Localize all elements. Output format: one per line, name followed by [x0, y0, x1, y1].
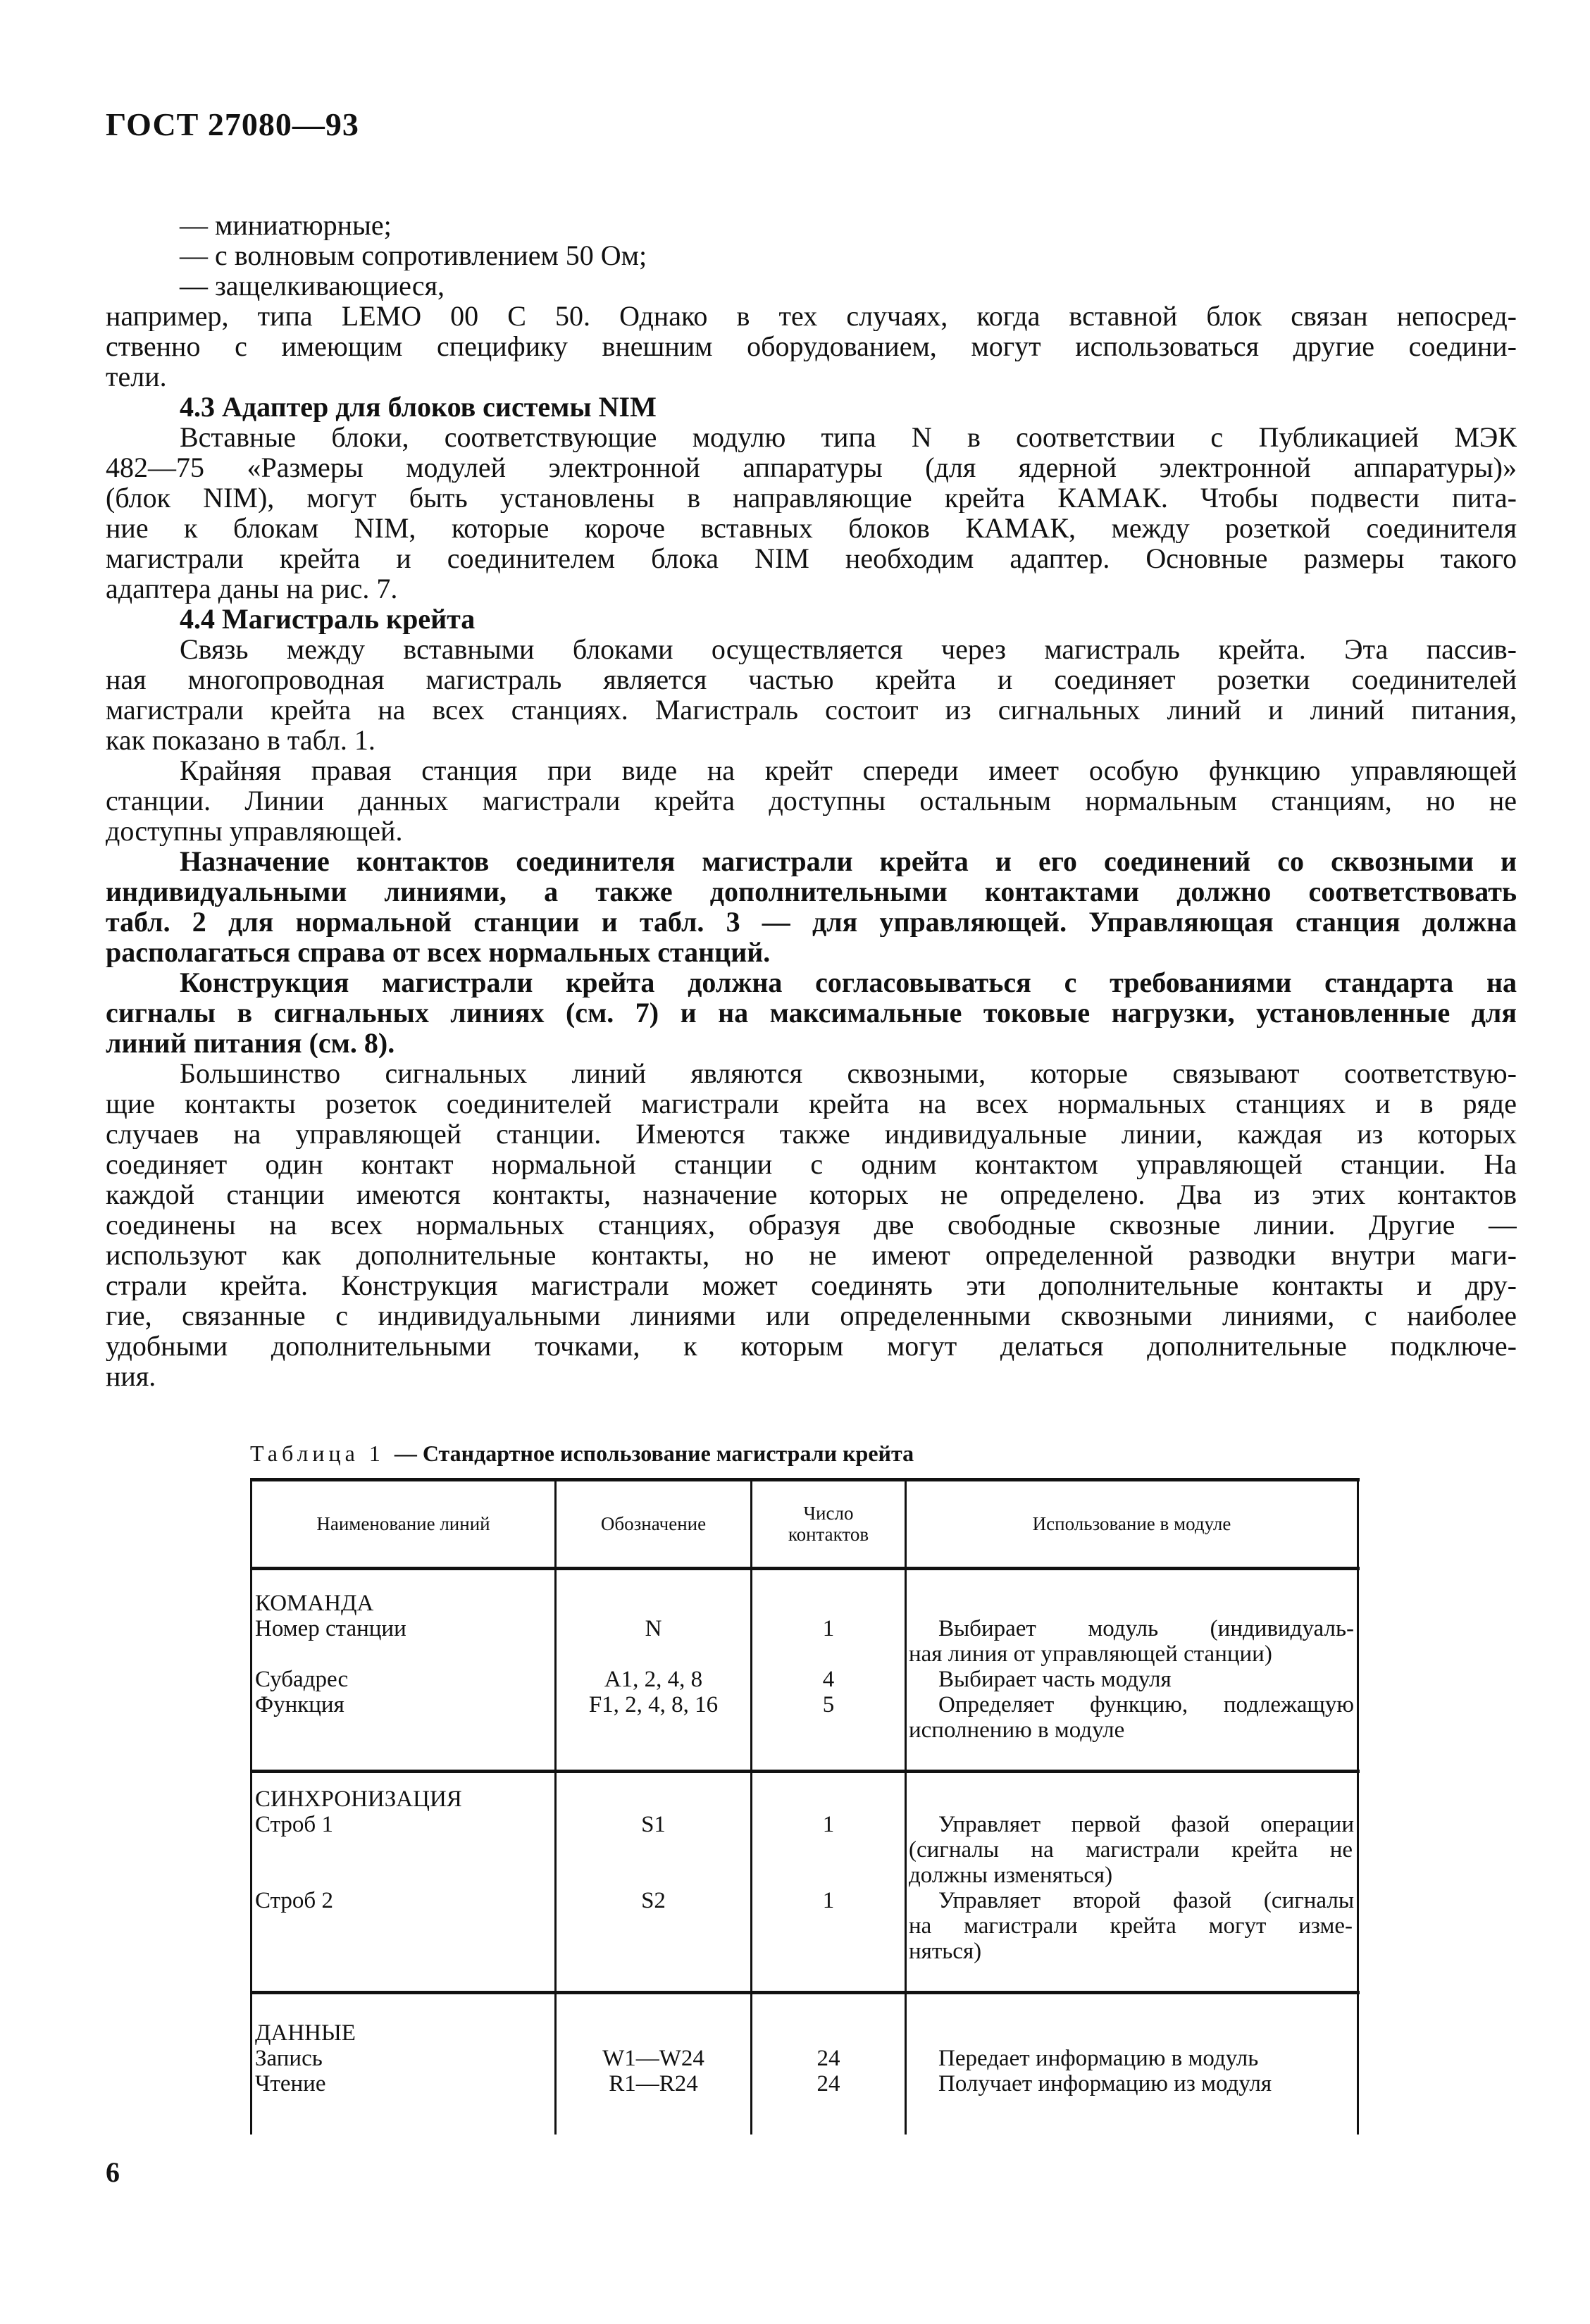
paragraph-line: табл. 2 для нормальной станции и табл. 3 — для управляющей. Управляющая станция должна — [106, 907, 1517, 937]
usage-cell-line: няться) — [909, 1939, 982, 1964]
paragraph-line: удобными дополнительными точками, к которым могут делаться дополнительные подключе- — [106, 1331, 1517, 1361]
usage-cell-line: ная линия от управляющей станции) — [909, 1641, 1272, 1667]
contacts-count-cell: 1 — [822, 1616, 835, 1641]
paragraph-line: используют как дополнительные контакты, но не имеют определенной разводки внутри маги- — [106, 1240, 1517, 1270]
line-name-cell: Субадрес — [255, 1667, 349, 1692]
list-item: — защелкивающиеся, — [180, 271, 445, 301]
usage-cell-line: Определяет функцию, подлежащую — [938, 1692, 1354, 1717]
list-item: — с волновым сопротивлением 50 Ом; — [180, 240, 647, 271]
paragraph-line: доступны управляющей. — [106, 816, 403, 846]
paragraph-line: линий питания (см. 8). — [106, 1028, 395, 1058]
document-body — [106, 210, 1517, 1391]
paragraph-line: располагаться справа от всех нормальных станций. — [106, 937, 771, 967]
column-divider — [554, 1479, 557, 2135]
header-contacts — [752, 1479, 905, 1568]
section-label: КОМАНДА — [255, 1591, 374, 1616]
header-usage — [907, 1479, 1357, 1568]
section-rule — [250, 1770, 1360, 1773]
header-designation — [557, 1479, 750, 1568]
contacts-count-cell: 24 — [816, 2046, 840, 2071]
paragraph-line: ние к блокам NIM, которые короче вставных блоков КАМАК, между розеткой соединителя — [106, 513, 1517, 543]
contacts-count-cell: 24 — [816, 2071, 840, 2096]
paragraph-line: индивидуальными линиями, а также дополнительными контактами должно соответствовать — [106, 876, 1517, 907]
designation-cell: W1—W24 — [602, 2046, 704, 2071]
header-name — [252, 1479, 554, 1568]
designation-cell: F1, 2, 4, 8, 16 — [588, 1692, 719, 1717]
header-contacts-label-2: контактов — [788, 1524, 869, 1545]
section-label: СИНХРОНИЗАЦИЯ — [255, 1787, 462, 1812]
paragraph-line: как показано в табл. 1. — [106, 725, 375, 755]
usage-cell-line: Управляет второй фазой (сигналы — [938, 1888, 1354, 1913]
usage-cell-line: Передает информацию в модуль — [938, 2046, 1259, 2071]
table-number: Таблица 1 — [250, 1441, 385, 1466]
section-heading: 4.3 Адаптер для блоков системы NIM — [180, 392, 657, 422]
paragraph-line: Большинство сигнальных линий являются сквозными, которые связывают соответствую- — [180, 1058, 1517, 1088]
document-header: ГОСТ 27080—93 — [106, 106, 359, 142]
paragraph-line: соединены на всех нормальных станциях, образуя две свободные сквозные линии. Другие — — [106, 1210, 1517, 1240]
table-border-right — [1357, 1479, 1359, 2135]
paragraph-line: соединяет один контакт нормальной станции с одним контактом управляющей станции. На — [106, 1149, 1517, 1179]
section-heading: 4.4 Магистраль крейта — [180, 604, 476, 634]
paragraph-line: щие контакты розеток соединителей магистрали крейта на всех нормальных станциях и в ряде — [106, 1088, 1517, 1119]
usage-cell-line: Управляет первой фазой операции — [938, 1812, 1354, 1837]
header-contacts-label-1: Число — [803, 1503, 854, 1524]
line-name-cell: Запись — [255, 2046, 323, 2071]
line-name-cell: Функция — [255, 1692, 344, 1717]
paragraph-line: 482—75 «Размеры модулей электронной аппаратуры (для ядерной электронной аппаратуры)» — [106, 452, 1517, 483]
designation-cell: S2 — [641, 1888, 666, 1913]
paragraph-line: сигналы в сигнальных линиях (см. 7) и на максимальные токовые нагрузки, установленные для — [106, 998, 1517, 1028]
line-name-cell: Строб 1 — [255, 1812, 333, 1837]
paragraph-line: тели. — [106, 361, 167, 392]
usage-cell-line: Выбирает модуль (индивидуаль- — [938, 1616, 1354, 1641]
page-number: 6 — [106, 2156, 120, 2188]
contacts-count-cell: 4 — [822, 1667, 835, 1692]
paragraph-line: Связь между вставными блоками осуществляется через магистраль крейта. Эта пассив- — [180, 634, 1517, 664]
paragraph-line: ния. — [106, 1361, 156, 1391]
header-designation-label: Обозначение — [600, 1513, 707, 1534]
designation-cell: N — [645, 1616, 662, 1641]
header-usage-label: Использование в модуле — [1032, 1513, 1231, 1534]
paragraph-line: Конструкция магистрали крейта должна согласовываться с требованиями стандарта на — [180, 967, 1517, 998]
paragraph-line: Назначение контактов соединителя магистрали крейта и его соединений со сквозными и — [180, 846, 1517, 876]
usage-cell-line: на магистрали крейта могут изме- — [909, 1913, 1353, 1939]
table-title: — Стандартное использование магистрали крейта — [394, 1441, 914, 1466]
section-label: ДАННЫЕ — [255, 2020, 356, 2046]
contacts-count-cell: 5 — [822, 1692, 835, 1717]
usage-cell-line: (сигналы на магистрали крейта не — [909, 1837, 1353, 1863]
contacts-count-cell: 1 — [822, 1812, 835, 1837]
line-name-cell: Чтение — [255, 2071, 326, 2096]
list-item: — миниатюрные; — [180, 210, 392, 240]
paragraph-line: адаптера даны на рис. 7. — [106, 573, 398, 604]
paragraph-line: магистрали крейта и соединителем блока NIM необходим адаптер. Основные размеры такого — [106, 543, 1517, 573]
paragraph-line: Крайняя правая станция при виде на крейт спереди имеет особую функцию управляющей — [180, 755, 1517, 785]
usage-cell-line: исполнению в модуле — [909, 1717, 1125, 1743]
paragraph-line: каждой станции имеются контакты, назначение которых не определено. Два из этих контактов — [106, 1179, 1517, 1210]
column-divider — [905, 1479, 907, 2135]
paragraph-line: станции. Линии данных магистрали крейта доступны остальным нормальным станциям, но не — [106, 785, 1517, 816]
paragraph-line: например, типа LEMO 00 C 50. Однако в тех случаях, когда вставной блок связан непосред- — [106, 301, 1517, 331]
line-name-cell: Номер станции — [255, 1616, 406, 1641]
contacts-count-cell: 1 — [822, 1888, 835, 1913]
paragraph-line: Вставные блоки, соответствующие модулю типа N в соответствии с Публикацией МЭК — [180, 422, 1517, 452]
paragraph-line: (блок NIM), могут быть установлены в направляющие крейта КАМАК. Чтобы подвести пита- — [106, 483, 1517, 513]
line-name-cell: Строб 2 — [255, 1888, 333, 1913]
table-border-left — [250, 1479, 252, 2135]
paragraph-line: ственно с имеющим специфику внешним оборудованием, могут использоваться другие соедини- — [106, 331, 1517, 361]
table-caption — [250, 1441, 914, 1467]
paragraph-line: страли крейта. Конструкция магистрали может соединять эти дополнительные контакты и дру- — [106, 1270, 1517, 1300]
paragraph-line: магистрали крейта на всех станциях. Магистраль состоит из сигнальных линий и линий питания, — [106, 695, 1517, 725]
paragraph-line: ная многопроводная магистраль является частью крейта и соединяет розетки соединителей — [106, 664, 1517, 695]
designation-cell: A1, 2, 4, 8 — [604, 1667, 703, 1692]
header-name-label: Наименование линий — [316, 1513, 490, 1534]
column-divider — [750, 1479, 752, 2135]
paragraph-line: случаев на управляющей станции. Имеются также индивидуальные линии, каждая из которых — [106, 1119, 1517, 1149]
section-rule — [250, 1991, 1360, 1994]
usage-cell-line: Выбирает часть модуля — [938, 1667, 1172, 1692]
usage-cell-line: должны изменяться) — [909, 1863, 1113, 1888]
paragraph-line: гие, связанные с индивидуальными линиями или определенными сквозными линиями, с наиболее — [106, 1300, 1517, 1331]
designation-cell: R1—R24 — [609, 2071, 698, 2096]
designation-cell: S1 — [641, 1812, 666, 1837]
usage-cell-line: Получает информацию из модуля — [938, 2071, 1272, 2096]
